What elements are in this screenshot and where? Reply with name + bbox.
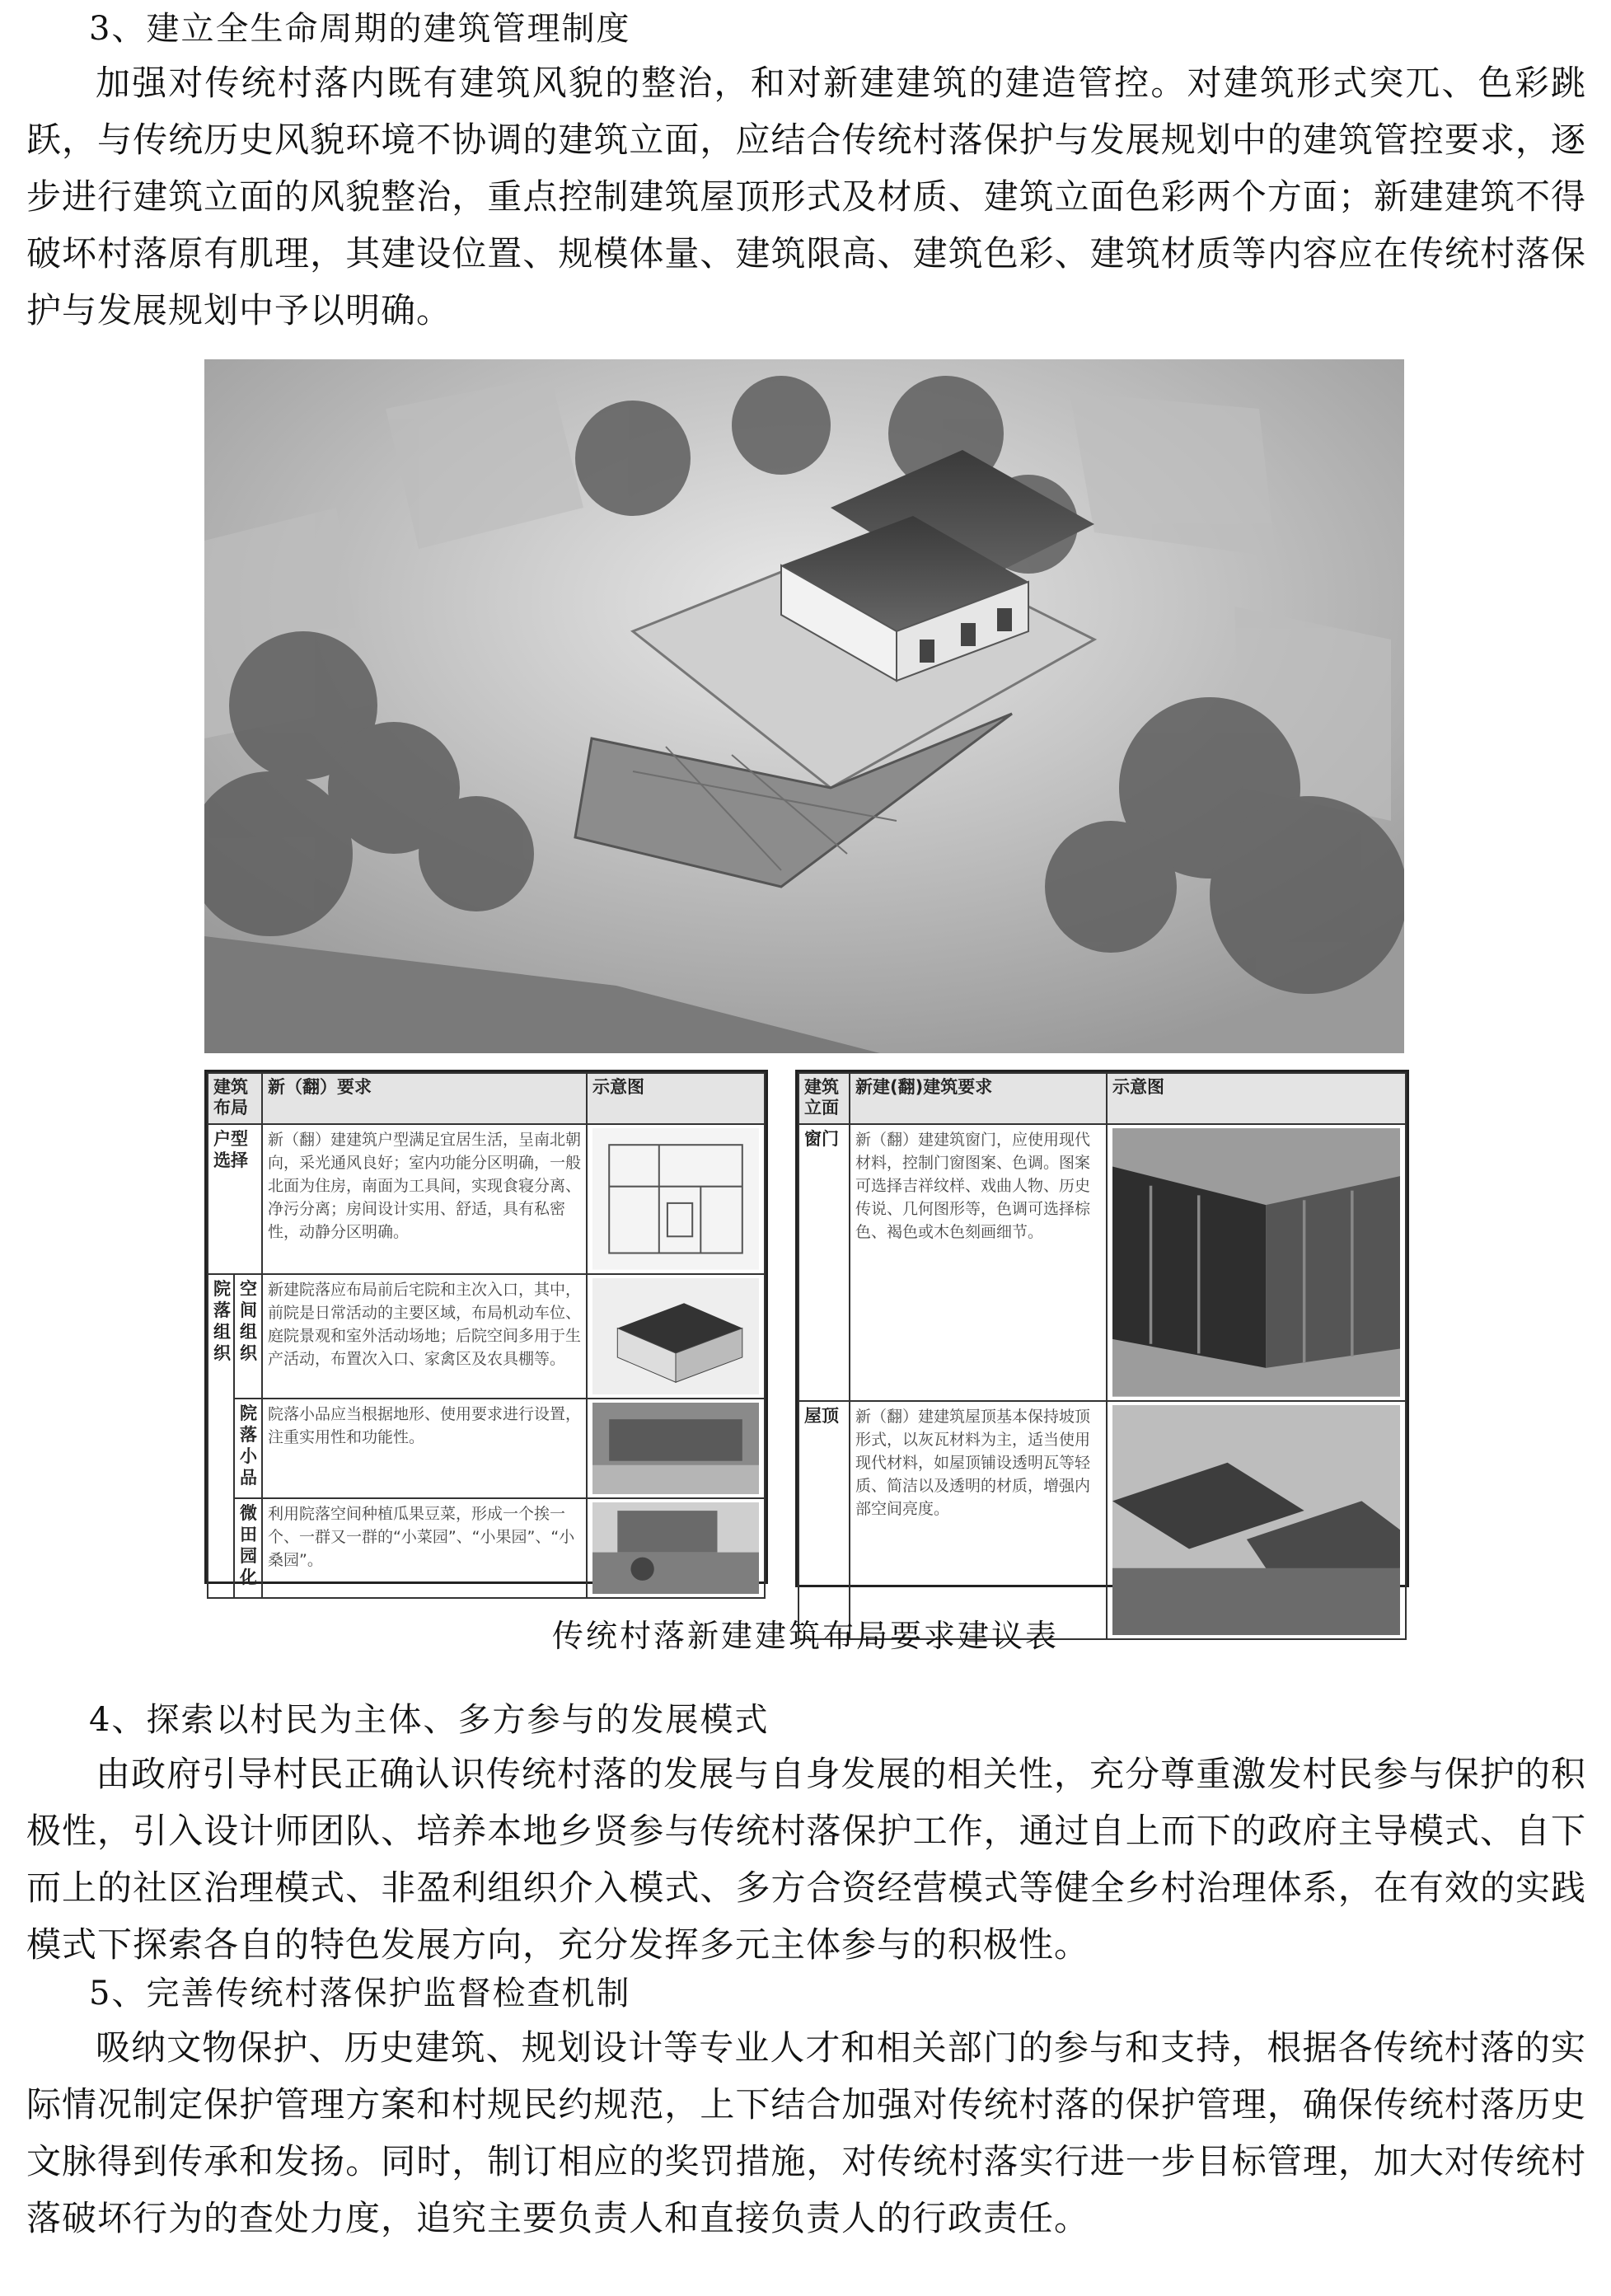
row-label: 户型选择 (208, 1124, 262, 1274)
table-header: 示意图 (1107, 1073, 1406, 1124)
row-text: 利用院落空间种植瓜果豆菜，形成一个挨一个、一群又一群的“小菜园”、“小果园”、“小桑园”。 (262, 1498, 587, 1598)
table-header: 建筑布局 (208, 1073, 262, 1124)
section5-text: 吸纳文物保护、历史建筑、规划设计等专业人才和相关部门的参与和支持，根据各传统村落的实际情况制定保护管理方案和村规民约规范，上下结合加强对传统村落的保护管理，确保传统村落历史文脉得到传承和发扬。同时，制订相应的奖罚措施，对传统村落实行进一步目标管理，加大对传统村落破坏行为的查处力度，追究主要负责人和直接负责人的行政责任。 (26, 2027, 1586, 2238)
table-header: 新（翻）要求 (262, 1073, 587, 1124)
row-text: 新（翻）建建筑户型满足宜居生活，呈南北朝向，采光通风良好；室内功能分区明确，一般北面为住房，南面为工具间，实现食寝分离、净污分离；房间设计实用、舒适，具有私密性，动静分区明确。 (262, 1124, 587, 1274)
table-header: 建筑立面 (798, 1073, 850, 1124)
row-label: 窗门 (798, 1124, 850, 1401)
table-row (208, 1124, 765, 1274)
aerial-rendering-image (204, 359, 1404, 1053)
layout-requirements-table (204, 1070, 768, 1588)
table-caption: 传统村落新建建筑布局要求建议表 (551, 1618, 1059, 1654)
row-label: 空间组织 (234, 1274, 262, 1399)
courtyard-illustration (204, 359, 1404, 1053)
row-label: 院落小品 (234, 1399, 262, 1498)
row-label: 微田园化 (234, 1498, 262, 1598)
section4-heading: 4、探索以村民为主体、多方参与的发展模式 (89, 1701, 770, 1739)
section4-paragraph (26, 1745, 1586, 1973)
table-row (208, 1498, 765, 1598)
section3-text: 加强对传统村落内既有建筑风貌的整治，和对新建建筑的建造管控。对建筑形式突兀、色彩跳跃，与传统历史风貌环境不协调的建筑立面，应结合传统村落保护与发展规划中的建筑管控要求，逐步进行建筑立面的风貌整治，重点控制建筑屋顶形式及材质、建筑立面色彩两个方面；新建建筑不得破坏村落原有肌理，其建设位置、规模体量、建筑限高、建筑色彩、建筑材质等内容应在传统村落保护与发展规划中予以明确。 (26, 63, 1586, 330)
roof-photo (1107, 1401, 1406, 1639)
facade-requirements-table (795, 1070, 1409, 1587)
section5-heading: 5、完善传统村落保护监督检查机制 (89, 1975, 631, 2013)
row-text: 院落小品应当根据地形、使用要求进行设置，注重实用性和功能性。 (262, 1399, 587, 1498)
row-text: 新（翻）建建筑窗门，应使用现代材料，控制门窗图案、色调。图案可选择吉祥纹样、戏曲人物、历史传说、几何图形等，色调可选择棕色、褐色或木色刻画细节。 (850, 1124, 1107, 1401)
table-row (798, 1124, 1406, 1401)
table-row (208, 1399, 765, 1498)
section3-paragraph (26, 54, 1586, 339)
window-door-photo (1107, 1124, 1406, 1401)
row-label: 屋顶 (798, 1401, 850, 1639)
table-header: 新建(翻)建筑要求 (850, 1073, 1107, 1124)
section3-heading: 3、建立全生命周期的建筑管理制度 (89, 10, 631, 48)
section4-text: 由政府引导村民正确认识传统村落的发展与自身发展的相关性，充分尊重激发村民参与保护的积极性，引入设计师团队、培养本地乡贤参与传统村落保护工作，通过自上而下的政府主导模式、自下而上的社区治理模式、非盈利组织介入模式、多方合资经营模式等健全乡村治理体系，在有效的实践模式下探索各自的特色发展方向，充分发挥多元主体参与的积极性。 (26, 1754, 1586, 1965)
row-text: 新建院落应布局前后宅院和主次入口，其中，前院是日常活动的主要区域，布局机动车位、庭院景观和室外活动场地；后院空间多用于生产活动，布置次入口、家禽区及农具棚等。 (262, 1274, 587, 1399)
courtyard-model-image (587, 1274, 765, 1399)
section5-paragraph (26, 2019, 1586, 2247)
table-row (208, 1274, 765, 1399)
row-group-label: 院落组织 (208, 1274, 234, 1599)
table-row (798, 1401, 1406, 1639)
vegetable-garden-image (587, 1498, 765, 1598)
courtyard-feature-image (587, 1399, 765, 1498)
row-text: 新（翻）建建筑屋顶基本保持坡顶形式，以灰瓦材料为主，适当使用现代材料，如屋顶铺设透明瓦等轻质、简洁以及透明的材质，增强内部空间亮度。 (850, 1401, 1107, 1639)
floor-plan-image (587, 1124, 765, 1274)
table-header: 示意图 (587, 1073, 765, 1124)
